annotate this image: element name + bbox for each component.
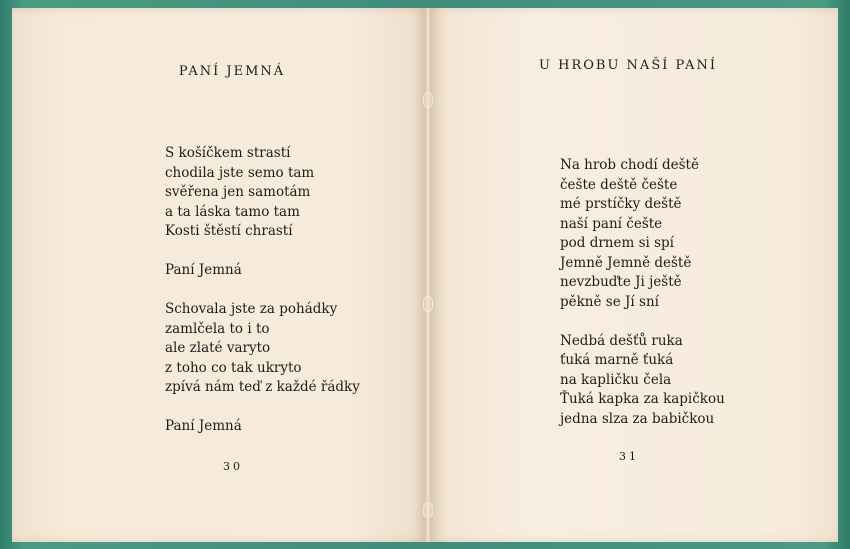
poem-line: zamlčela to i to bbox=[165, 320, 270, 337]
refrain-line: Paní Jemná bbox=[165, 262, 242, 278]
stanza-gap bbox=[165, 398, 360, 418]
poem-line: pod drnem si spí bbox=[560, 235, 674, 251]
stanza-gap bbox=[165, 242, 360, 262]
poem-line: S košíčkem strastí bbox=[165, 145, 291, 161]
poem-line: naší paní češte bbox=[560, 215, 663, 232]
poem-line: chodila jste semo tam bbox=[165, 164, 315, 181]
poem-line: a ta láska tamo tam bbox=[165, 203, 300, 220]
right-page-title: U HROBU NAŠÍ PANÍ bbox=[539, 58, 717, 73]
poem-line: pěkně se Jí sní bbox=[560, 293, 659, 310]
poem-line: Jemně Jemně deště bbox=[560, 254, 692, 271]
left-page-title: PANÍ JEMNÁ bbox=[178, 64, 286, 79]
poem-line: jedna slza za babičkou bbox=[560, 410, 715, 427]
refrain-line: Paní Jemná bbox=[165, 418, 242, 434]
poem-line: svěřena jen samotám bbox=[165, 184, 311, 200]
binding-stitch bbox=[423, 502, 433, 518]
poem-line: Schovala jste za pohádky bbox=[165, 301, 338, 317]
poem-line: Ťuká kapka za kapičkou bbox=[560, 391, 725, 407]
right-page bbox=[428, 8, 838, 542]
poem-line: z toho co tak ukryto bbox=[165, 359, 302, 376]
poem-line: mé prstíčky deště bbox=[560, 196, 682, 212]
left-page bbox=[12, 8, 428, 542]
poem-line: zpívá nám teď z každé řádky bbox=[165, 379, 360, 395]
poem-line: Kosti štěstí chrastí bbox=[165, 223, 293, 239]
page-number: 30 bbox=[223, 460, 243, 473]
poem-line: ale zlaté varyto bbox=[165, 340, 271, 356]
poem-line: Nedbá dešťů ruka bbox=[560, 332, 683, 349]
binding-stitch bbox=[423, 296, 433, 312]
stanza-gap bbox=[165, 281, 360, 301]
poem-line: ťuká marně ťuká bbox=[560, 352, 674, 368]
poem-line: na kapličku čela bbox=[560, 371, 672, 388]
binding-stitch bbox=[423, 92, 433, 108]
poem-line: nevzbuďte Ji ještě bbox=[560, 274, 682, 290]
stanza-gap bbox=[560, 312, 725, 332]
poem-line: češte deště češte bbox=[560, 176, 678, 193]
poem-line: Na hrob chodí deště bbox=[560, 157, 699, 173]
left-poem bbox=[165, 144, 360, 437]
book-gutter bbox=[425, 8, 431, 542]
right-poem bbox=[560, 156, 725, 429]
page-number: 31 bbox=[619, 450, 639, 463]
